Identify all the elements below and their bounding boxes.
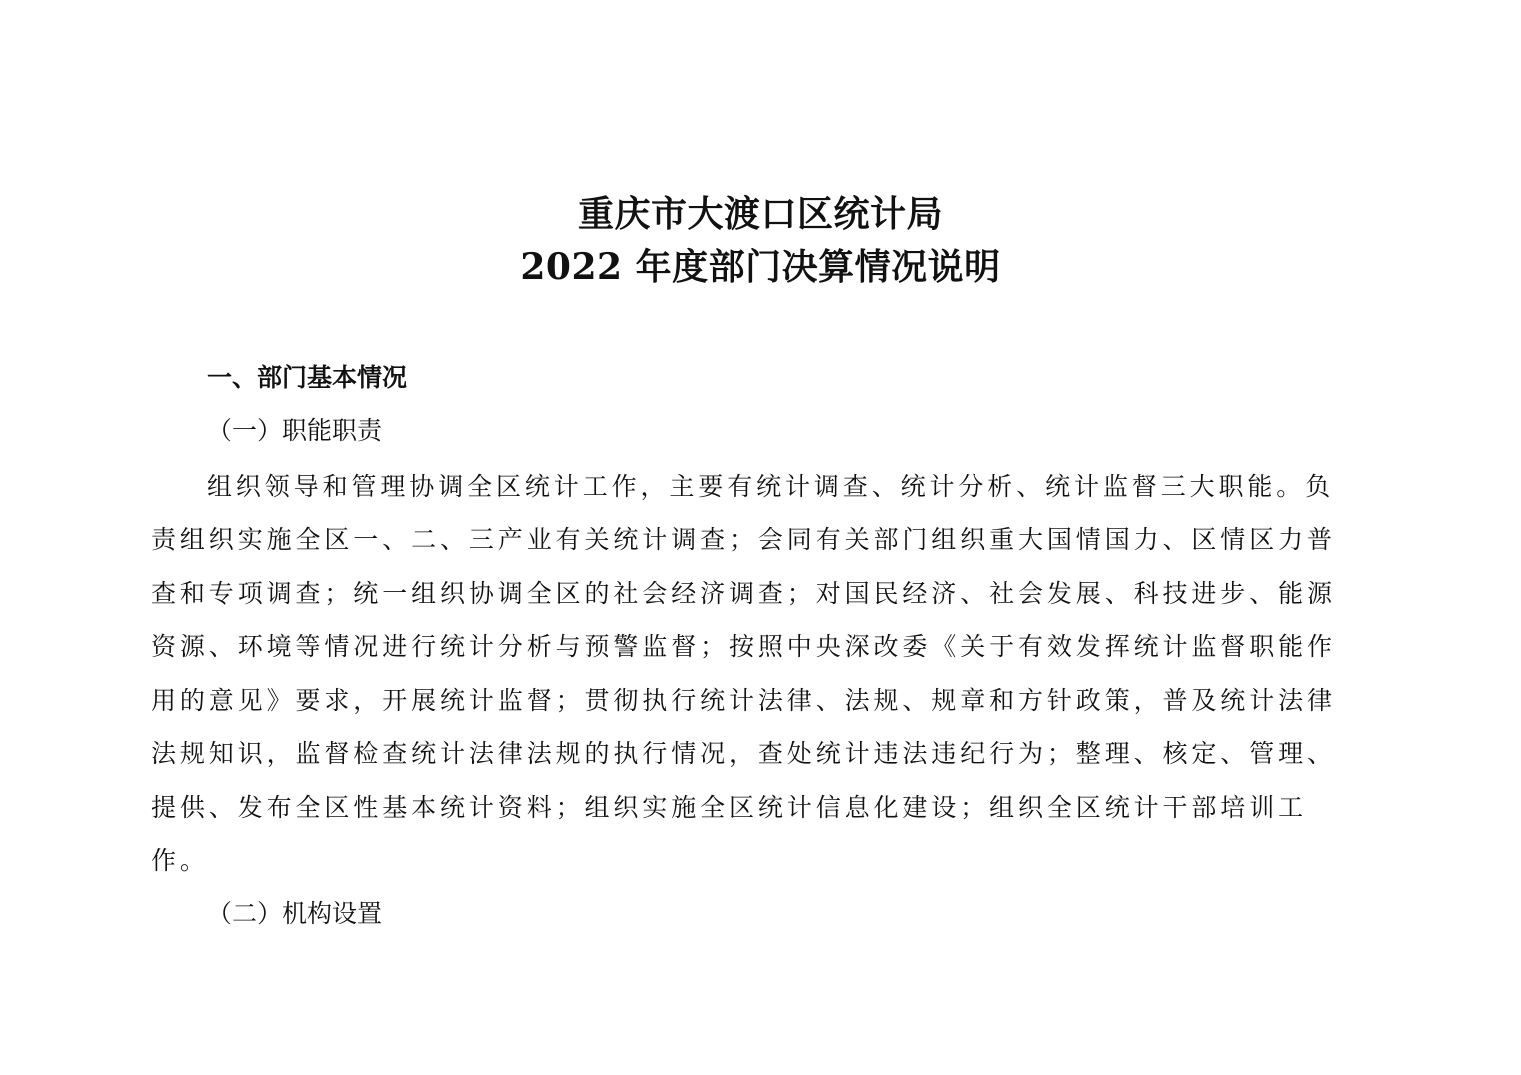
paragraph-line: 提供、发布全区性基本统计资料；组织实施全区统计信息化建设；组织全区统计干部培训工 <box>151 793 1308 822</box>
paragraph-line: 责组织实施全区一、二、三产业有关统计调查；会同有关部门组织重大国情国力、区情区力普 <box>151 525 1336 554</box>
document-title-line-1: 重庆市大渡口区统计局 <box>577 193 943 235</box>
paragraph-line: 法规知识，监督检查统计法律法规的执行情况，查处统计违法违纪行为；整理、核定、管理、 <box>151 739 1336 768</box>
paragraph-line: 资源、环境等情况进行统计分析与预警监督；按照中央深改委《关于有效发挥统计监督职能作 <box>151 632 1336 661</box>
paragraph-line: 作。 <box>151 846 209 875</box>
paragraph-line: 组织领导和管理协调全区统计工作，主要有统计调查、统计分析、统计监督三大职能。负 <box>207 472 1335 501</box>
paragraph-line: 查和专项调查；统一组织协调全区的社会经济调查；对国民经济、社会发展、科技进步、能源 <box>151 579 1336 608</box>
subsection-heading-organization: （二）机构设置 <box>207 899 383 928</box>
subsection-heading-functions: （一）职能职责 <box>207 416 383 445</box>
section-heading-basic-info: 一、部门基本情况 <box>207 363 408 392</box>
document-title-line-2: 2022 年度部门决算情况说明 <box>520 246 1001 288</box>
paragraph-line: 用的意见》要求，开展统计监督；贯彻执行统计法律、法规、规章和方针政策，普及统计法律 <box>151 686 1336 715</box>
